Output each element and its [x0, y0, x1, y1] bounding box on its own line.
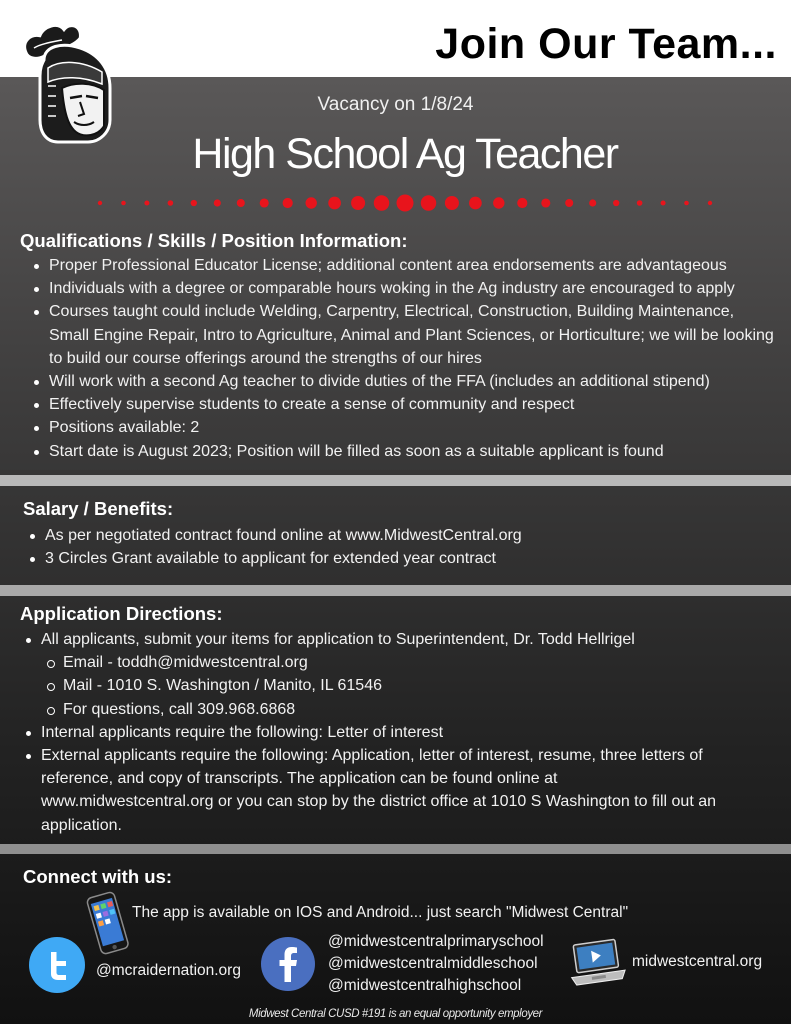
equal-opportunity-footer: Midwest Central CUSD #191 is an equal opportunity employer	[248, 1008, 543, 1020]
section-divider	[0, 844, 791, 854]
separator-dot	[541, 198, 550, 207]
contact-email: Email - toddh@midwestcentral.org	[41, 651, 729, 674]
facebook-icon[interactable]	[260, 936, 316, 992]
separator-dot	[493, 197, 504, 208]
separator-dot	[283, 198, 293, 208]
facebook-page-primary[interactable]: @midwestcentralprimaryschool	[328, 933, 544, 950]
separator-dot	[168, 200, 174, 206]
contact-mail: Mail - 1010 S. Washington / Manito, IL 61546	[41, 674, 729, 697]
separator-dot	[397, 195, 414, 212]
separator-dot	[613, 200, 619, 206]
application-heading: Application Directions:	[20, 603, 223, 624]
separator-dot	[98, 201, 102, 205]
separator-dot	[589, 199, 596, 206]
separator-dot	[517, 198, 527, 208]
list-item: Will work with a second Ag teacher to divide duties of the FFA (includes an additional stipend)	[27, 370, 777, 393]
separator-dot	[661, 200, 666, 205]
phone-icon	[80, 890, 136, 958]
list-item	[19, 628, 729, 721]
twitter-handle[interactable]: @mcraidernation.org	[96, 962, 241, 979]
app-availability-text: The app is available on IOS and Android... just search "Midwest Central"	[132, 904, 629, 921]
headline: Join Our Team...	[435, 20, 777, 68]
separator-dot	[708, 201, 712, 205]
contact-phone: For questions, call 309.968.6868	[41, 698, 729, 721]
list-item: Positions available: 2	[27, 416, 777, 439]
separator-dot	[237, 199, 245, 207]
separator-dot	[191, 200, 197, 206]
list-item: Effectively supervise students to create a sense of community and respect	[27, 393, 777, 416]
separator-dot	[121, 201, 126, 206]
contact-sub-list	[41, 651, 729, 721]
salary-heading: Salary / Benefits:	[23, 498, 174, 519]
connect-heading: Connect with us:	[23, 866, 173, 887]
salary-list	[23, 524, 763, 570]
list-item: As per negotiated contract found online at www.MidwestCentral.org	[23, 524, 763, 547]
list-item: External applicants require the following: Application, letter of interest, resume, three letters of reference, and copy of transcripts. The application can be found online at www.midwestcentral.org or you can stop by the district office at 1010 S Washington to fill out an application.	[19, 744, 729, 837]
application-main-text: All applicants, submit your items for application to Superintendent, Dr. Todd Hellrigel	[41, 631, 635, 648]
red-dot-separator	[0, 190, 791, 216]
laptop-icon	[566, 938, 628, 990]
section-divider	[0, 475, 791, 486]
separator-dot	[306, 197, 317, 208]
separator-dot	[374, 195, 389, 210]
separator-dot	[421, 195, 436, 210]
separator-dot	[445, 196, 459, 210]
separator-dot	[260, 198, 269, 207]
list-item: Individuals with a degree or comparable hours woking in the Ag industry are encouraged to apply	[27, 277, 777, 300]
separator-dot	[637, 200, 643, 206]
separator-dot	[328, 197, 341, 210]
twitter-icon[interactable]	[28, 936, 86, 994]
list-item: Start date is August 2023; Position will be filled as soon as a suitable applicant is found	[27, 440, 777, 463]
facebook-page-high[interactable]: @midwestcentralhighschool	[328, 977, 522, 994]
vacancy-date: Vacancy on 1/8/24	[317, 94, 474, 115]
section-divider	[0, 585, 791, 596]
qualifications-heading: Qualifications / Skills / Position Information:	[20, 230, 408, 251]
separator-dot	[684, 201, 689, 206]
list-item: Proper Professional Educator License; additional content area endorsements are advantageous	[27, 254, 777, 277]
list-item: Courses taught could include Welding, Carpentry, Electrical, Construction, Building Maintenance, Small Engine Repair, Intro to Agriculture, Animal and Plant Sciences, or Horticulture; we will be looking to build our course offerings around the strengths of our hires	[27, 300, 777, 370]
knight-logo-icon	[18, 16, 118, 146]
separator-dot	[469, 197, 482, 210]
separator-dot	[565, 199, 573, 207]
header-bar	[0, 0, 791, 77]
qualifications-list	[27, 254, 777, 463]
facebook-page-middle[interactable]: @midwestcentralmiddleschool	[328, 955, 538, 972]
website-link[interactable]: midwestcentral.org	[632, 953, 763, 970]
separator-dot	[214, 199, 221, 206]
list-item: 3 Circles Grant available to applicant for extended year contract	[23, 547, 763, 570]
separator-dot	[144, 200, 149, 205]
list-item: Internal applicants require the following: Letter of interest	[19, 721, 729, 744]
application-list	[19, 628, 729, 837]
job-title: High School Ag Teacher	[192, 130, 618, 178]
separator-dot	[351, 196, 365, 210]
